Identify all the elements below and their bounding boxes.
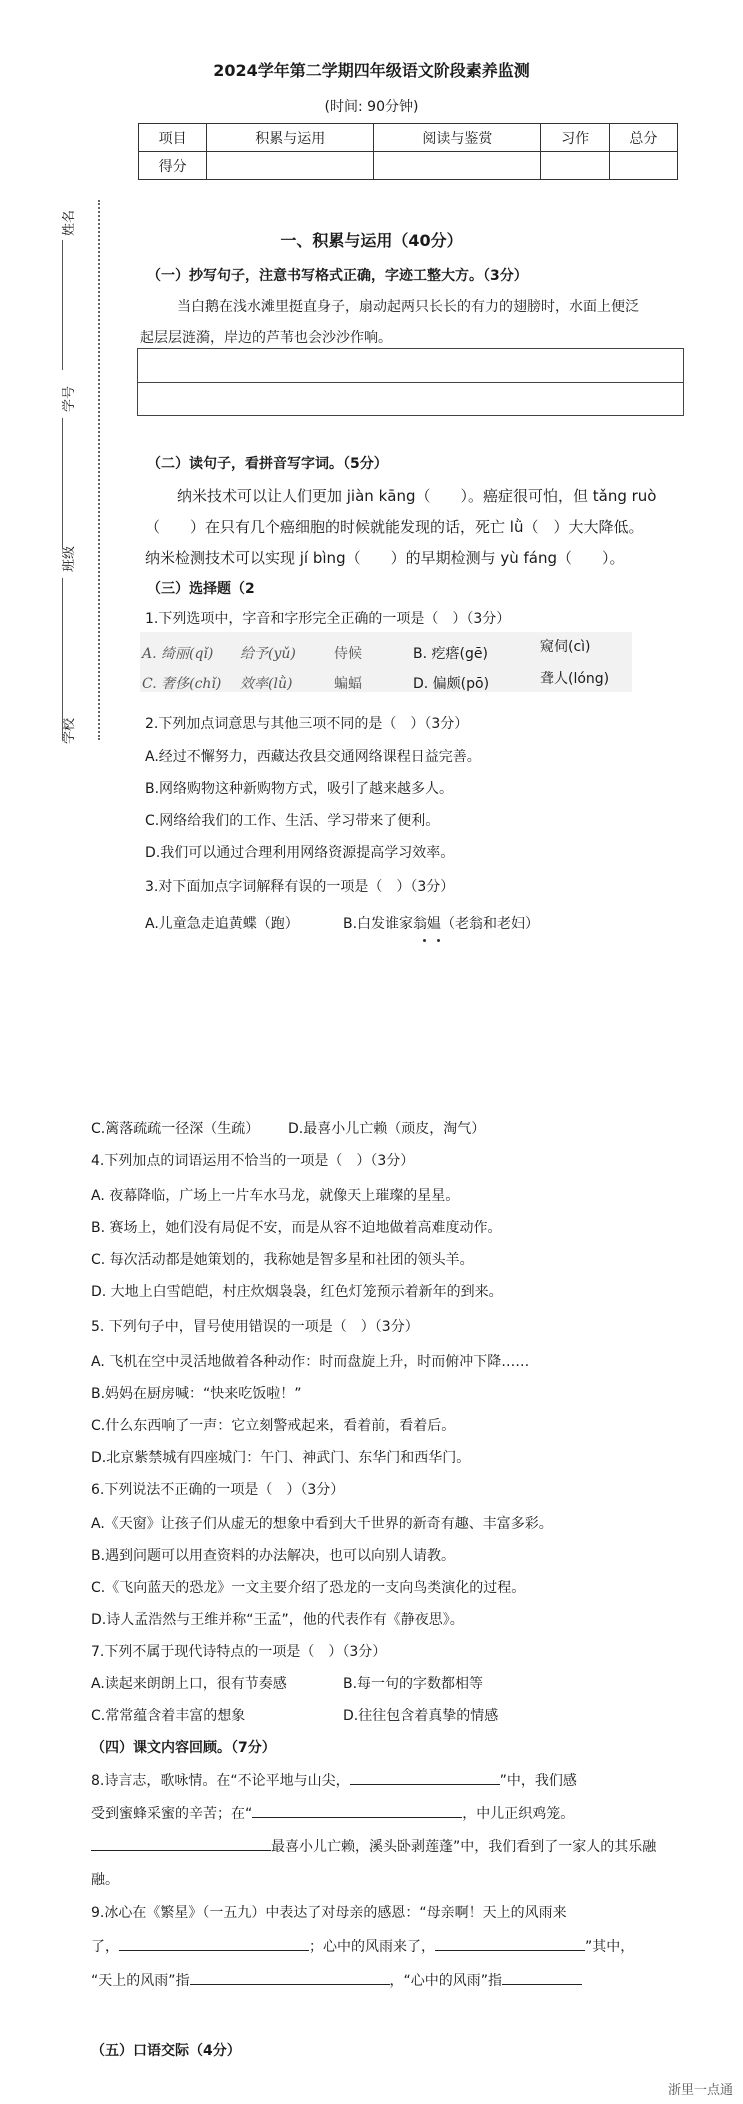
q1-option-a1: A. 绮丽(qǐ) (142, 646, 214, 662)
q2-option-c: C.网络给我们的工作、生活、学习带来了便利。 (145, 813, 440, 829)
side-label-name: 姓名 (62, 209, 77, 236)
page-title: 2024学年第二学期四年级语文阶段素养监测 (213, 61, 530, 80)
q9-line3 (91, 1970, 582, 1990)
part2-line3: 纳米检测技术可以实现 jí bìng（ ）的早期检测与 yù fáng（ ）。 (145, 549, 625, 567)
part2-line2: （ ）在只有几个癌细胞的时候就能发现的话，死亡 lǜ（ ）大大降低。 (145, 518, 644, 536)
q9-line2 (91, 1936, 634, 1956)
q5-stem: 5. 下列句子中，冒号使用错误的一项是（ ）（3分） (91, 1319, 419, 1335)
score-cell-total[interactable] (609, 152, 677, 180)
q1-option-c3: 蝙蝠 (334, 676, 362, 692)
side-label-id: 学号 (62, 385, 77, 412)
q1-option-a2: 给予(yǔ) (240, 646, 296, 662)
q8-line2-text-a: 受到蜜蜂采蜜的辛苦；在“ (91, 1806, 253, 1822)
q1-option-d2: 聋人(lóng) (540, 671, 610, 687)
emphasis-dot (423, 939, 426, 942)
q3-option-d: D.最喜小儿亡赖（顽皮，淘气） (288, 1121, 486, 1137)
q9-blank-1[interactable] (119, 1936, 309, 1951)
q3-option-b: B.白发谁家翁媪（老翁和老妇） (343, 916, 540, 932)
q8-line2-text-b: ，中儿正织鸡笼。 (462, 1806, 575, 1822)
q8-line1-text-a: 8.诗言志，歌咏情。在“不论平地与山尖， (91, 1773, 350, 1789)
q7-option-c: C.常常蕴含着丰富的想象 (91, 1708, 246, 1724)
q1-stem: 1.下列选项中，字音和字形完全正确的一项是（ ）（3分） (145, 611, 511, 627)
score-cell-reading[interactable] (374, 152, 541, 180)
q9-line3-text-b: ，“心中的风雨”指 (389, 1973, 503, 1989)
score-header-total: 总分 (609, 124, 677, 152)
q6-stem: 6.下列说法不正确的一项是（ ）（3分） (91, 1482, 345, 1498)
side-label-school: 学校 (62, 717, 77, 744)
q9-line3-text-a: “天上的风雨”指 (91, 1973, 190, 1989)
q2-stem: 2.下列加点词意思与其他三项不同的是（ ）（3分） (145, 716, 469, 732)
q1-option-c1: C. 奢侈(chǐ) (142, 676, 222, 692)
part1-title: （一）抄写句子，注意书写格式正确，字迹工整大方。（3分） (147, 268, 528, 284)
q4-stem: 4.下列加点的词语运用不恰当的一项是（ ）（3分） (91, 1153, 415, 1169)
q9-line2-text-c: ”其中， (585, 1939, 635, 1955)
q4-option-b: B. 赛场上，她们没有局促不安，而是从容不迫地做着高难度动作。 (91, 1220, 502, 1236)
part1-sentence-line2: 起层层涟漪，岸边的芦苇也会沙沙作响。 (140, 330, 392, 346)
q8-line3-text: 最喜小儿亡赖，溪头卧剥莲蓬”中，我们看到了一家人的其乐融 (271, 1839, 657, 1855)
section1-heading: 一、积累与运用（40分） (280, 231, 463, 250)
q7-option-a: A.读起来朗朗上口，很有节奏感 (91, 1676, 287, 1692)
q6-option-d: D.诗人孟浩然与王维并称“王孟”，他的代表作有《静夜思》。 (91, 1612, 464, 1628)
q8-blank-3[interactable] (91, 1836, 271, 1851)
q1-option-b2: 窥伺(cì) (540, 639, 591, 655)
score-cell-writing[interactable] (541, 152, 609, 180)
q8-blank-2[interactable] (252, 1803, 462, 1818)
q7-stem: 7.下列不属于现代诗特点的一项是（ ）（3分） (91, 1644, 387, 1660)
binding-dotted-line (98, 200, 100, 740)
q7-option-b: B.每一句的字数都相等 (343, 1676, 484, 1692)
q9-blank-2[interactable] (435, 1936, 585, 1951)
q1-option-b1: B. 疙瘩(gē) (413, 646, 488, 662)
q4-option-d: D. 大地上白雪皑皑，村庄炊烟袅袅，红色灯笼预示着新年的到来。 (91, 1284, 503, 1300)
q5-option-b: B.妈妈在厨房喊：“快来吃饭啦！” (91, 1386, 302, 1402)
q9-line2-text-a: 了， (91, 1939, 119, 1955)
q3-stem: 3.对下面加点字词解释有误的一项是（ ）（3分） (145, 879, 455, 895)
q8-line1-text-b: ”中，我们感 (499, 1773, 577, 1789)
part4-title: （四）课文内容回顾。（7分） (91, 1740, 276, 1756)
q3-option-a: A.儿童急走追黄蝶（跑） (145, 916, 299, 932)
q1-option-d1: D. 偏颇(pō) (413, 676, 490, 692)
q8-line3 (91, 1836, 656, 1856)
q2-option-d: D.我们可以通过合理利用网络资源提高学习效率。 (145, 845, 455, 861)
score-header-item: 项目 (139, 124, 207, 152)
watermark-text: 浙里一点通 (667, 2083, 733, 2098)
score-header-writing: 习作 (541, 124, 609, 152)
q9-blank-3[interactable] (190, 1970, 390, 1985)
part1-sentence-line1: 当白鹅在浅水滩里挺直身子，扇动起两只长长的有力的翅膀时，水面上便泛 (177, 299, 639, 315)
score-table-header-row (139, 124, 678, 152)
score-cell-accumulation[interactable] (207, 152, 374, 180)
q8-line4: 融。 (91, 1872, 119, 1888)
q8-line1 (91, 1770, 577, 1790)
part3-title: （三）选择题（2 (147, 581, 255, 597)
score-row-label: 得分 (139, 152, 207, 180)
q5-option-d: D.北京紫禁城有四座城门：午门、神武门、东华门和西华门。 (91, 1450, 471, 1466)
q8-line2 (91, 1803, 574, 1823)
exam-time: (时间: 90分钟) (324, 99, 419, 115)
score-table (138, 123, 678, 180)
q1-option-c2: 效率(lǜ) (240, 676, 293, 692)
q8-blank-1[interactable] (350, 1770, 500, 1785)
score-header-reading: 阅读与鉴赏 (374, 124, 541, 152)
part5-title: （五）口语交际（4分） (91, 2043, 241, 2059)
q2-option-a: A.经过不懈努力，西藏达孜县交通网络课程日益完善。 (145, 749, 481, 765)
side-id-line (62, 418, 63, 548)
part2-line1: 纳米技术可以让人们更加 jiàn kāng（ ）。癌症很可怕，但 tǎng ruò (177, 487, 657, 505)
q4-option-a: A. 夜幕降临，广场上一片车水马龙，就像天上璀璨的星星。 (91, 1188, 460, 1204)
score-header-accumulation: 积累与运用 (207, 124, 374, 152)
q1-option-a3: 侍候 (334, 646, 362, 662)
writing-midline (138, 382, 683, 383)
copy-writing-area[interactable] (137, 348, 684, 416)
q3-option-c: C.篱落疏疏一径深（生疏） (91, 1121, 260, 1137)
side-school-line (62, 640, 63, 740)
emphasis-dot (437, 939, 440, 942)
part2-title: （二）读句子，看拼音写字词。（5分） (147, 456, 388, 472)
q6-option-b: B.遇到问题可以用查资料的办法解决，也可以向别人请教。 (91, 1548, 456, 1564)
q9-blank-4[interactable] (502, 1970, 582, 1985)
q7-option-d: D.往往包含着真挚的情感 (343, 1708, 499, 1724)
q9-line1: 9.冰心在《繁星》（一五九）中表达了对母亲的感恩：“母亲啊！天上的风雨来 (91, 1905, 567, 1921)
q5-option-c: C.什么东西响了一声：它立刻警戒起来，看着前，看着后。 (91, 1418, 456, 1434)
q6-option-a: A.《天窗》让孩子们从虚无的想象中看到大千世界的新奇有趣、丰富多彩。 (91, 1516, 553, 1532)
q4-option-c: C. 每次活动都是她策划的，我称她是智多星和社团的领头羊。 (91, 1252, 474, 1268)
q6-option-c: C.《飞向蓝天的恐龙》一文主要介绍了恐龙的一支向鸟类演化的过程。 (91, 1580, 526, 1596)
side-name-line (62, 240, 63, 370)
q2-option-b: B.网络购物这种新购物方式，吸引了越来越多人。 (145, 781, 454, 797)
q9-line2-text-b: ；心中的风雨来了， (309, 1939, 435, 1955)
side-label-class: 班级 (62, 545, 77, 572)
q5-option-a: A. 飞机在空中灵活地做着各种动作：时而盘旋上升，时而俯冲下降…… (91, 1354, 530, 1370)
score-table-score-row (139, 152, 678, 180)
